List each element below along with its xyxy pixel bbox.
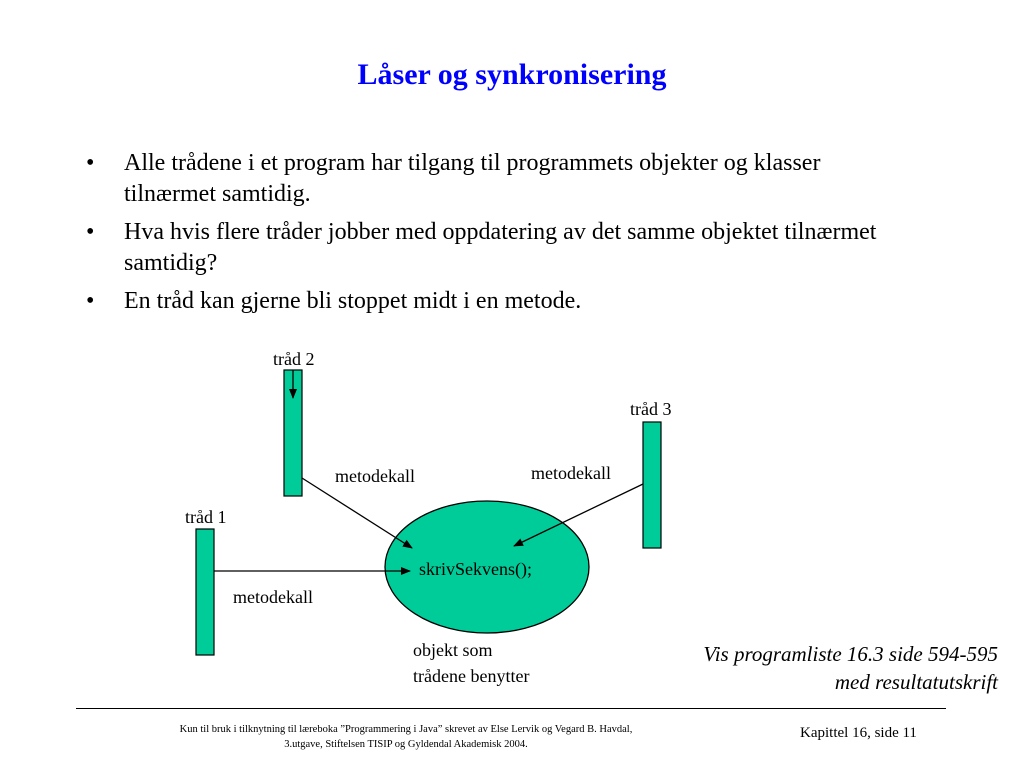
- object-caption-line-1: objekt som: [413, 640, 493, 660]
- thread-3-label: tråd 3: [630, 399, 672, 419]
- bullet-dot: •: [86, 219, 95, 245]
- footer-page-number: Kapittel 16, side 11: [800, 725, 917, 741]
- bullet-dot: •: [86, 288, 95, 314]
- call-label-thread-1: metodekall: [233, 587, 313, 607]
- footer-copyright: [150, 722, 662, 752]
- object-method-label: skrivSekvens();: [419, 559, 532, 579]
- bullet-text: Hva hvis flere tråder jobber med oppdatering av det samme objektet tilnærmet samtidig?: [124, 219, 877, 276]
- note-line: Vis programliste 16.3 side 594-595: [703, 642, 998, 666]
- call-label-thread-3: metodekall: [531, 463, 611, 483]
- program-listing-note: [703, 640, 998, 696]
- bullet-dot: •: [86, 150, 95, 176]
- thread-bar-1: [196, 529, 214, 655]
- thread-1-label: tråd 1: [185, 507, 227, 527]
- object-caption-line-2: trådene benytter: [413, 666, 530, 686]
- bullet-text: Alle trådene i et program har tilgang til programmets objekter og klasser tilnærmet samtidig.: [124, 150, 821, 207]
- call-label-thread-2: metodekall: [335, 466, 415, 486]
- footer-copyright-line: Kun til bruk i tilknytning til læreboka ”Programmering i Java” skrevet av Else Lervik og Vegard B. Havdal,: [179, 724, 633, 735]
- slide-title: Låser og synkronisering: [357, 58, 667, 91]
- bullet-text: En tråd kan gjerne bli stoppet midt i en metode.: [124, 288, 582, 314]
- footer-copyright-line: 3.utgave, Stiftelsen TISIP og Gyldendal Akademisk 2004.: [284, 739, 528, 750]
- footer-divider: [76, 708, 946, 709]
- thread-2-label: tråd 2: [273, 349, 315, 369]
- thread-bar-3: [643, 422, 661, 548]
- call-arrow-thread-2: [302, 478, 412, 548]
- note-line: med resultatutskrift: [834, 670, 998, 694]
